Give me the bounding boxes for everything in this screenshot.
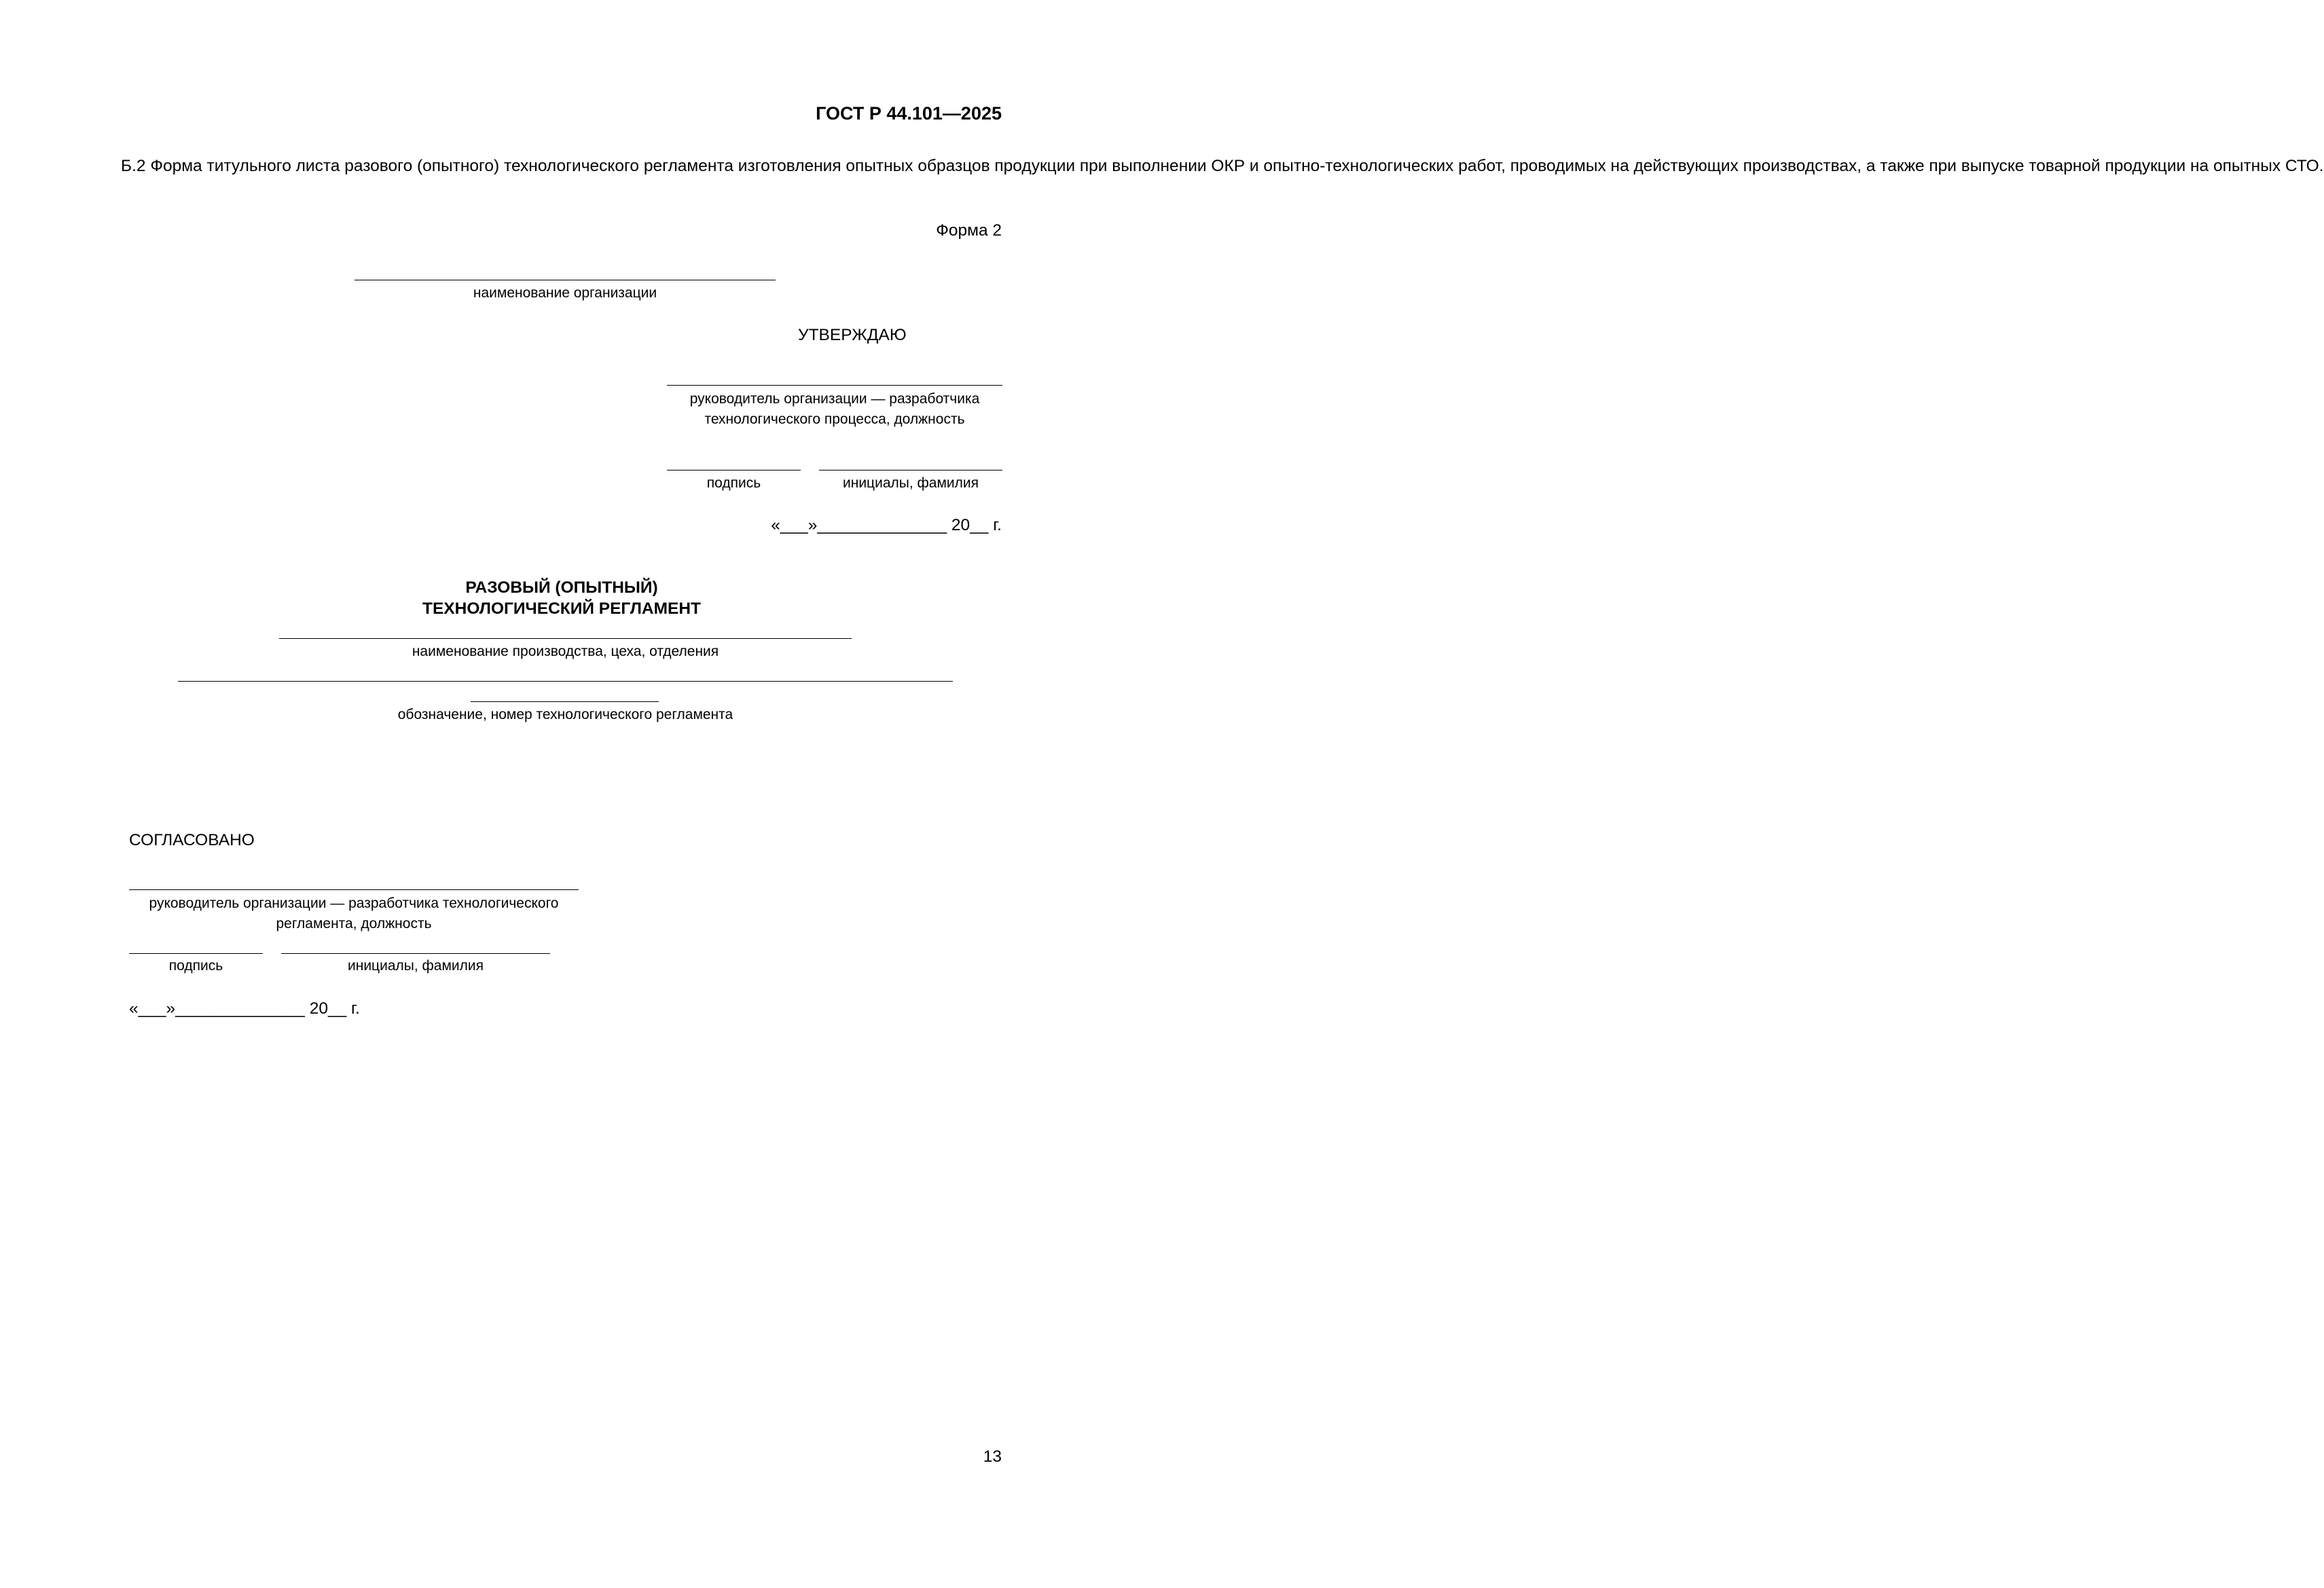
production-name-caption: наименование производства, цеха, отделения — [412, 644, 719, 659]
approval-signature-caption: подпись — [706, 475, 761, 491]
production-name-line — [279, 638, 852, 639]
agreement-position-caption-line2: регламента, должность — [276, 916, 432, 931]
approval-date: «___»______________ 20__ г. — [771, 516, 1002, 534]
organization-name-caption: наименование организации — [473, 285, 657, 301]
regulation-title-line1: РАЗОВЫЙ (ОПЫТНЫЙ) — [465, 578, 658, 597]
designation-line — [471, 701, 659, 702]
agreement-signature-line — [129, 953, 263, 954]
agreement-heading: СОГЛАСОВАНО — [129, 831, 255, 849]
document-standard-id: ГОСТ Р 44.101—2025 — [816, 103, 1002, 124]
page-number: 13 — [983, 1447, 1002, 1466]
regulation-title-line2: ТЕХНОЛОГИЧЕСКИЙ РЕГЛАМЕНТ — [422, 599, 702, 618]
agreement-signature-caption: подпись — [168, 958, 223, 974]
intro-paragraph: Б.2 Форма титульного листа разового (опытного) технологического регламента изготовления опытных образцов продукции при выполнении ОКР и опытно-технологических работ, проводимых на действующих производствах, а также при выпуске товарной продукции на опытных СТО. — [121, 157, 2324, 175]
agreement-name-line — [281, 953, 550, 954]
approval-heading: УТВЕРЖДАЮ — [798, 326, 907, 344]
form-label: Форма 2 — [936, 221, 1002, 240]
approval-position-caption-line2: технологического процесса, должность — [704, 411, 965, 427]
production-name-line-2 — [178, 681, 953, 682]
approval-name-caption: инициалы, фамилия — [843, 475, 979, 491]
agreement-position-line — [129, 889, 579, 890]
approval-position-caption-line1: руководитель организации — разработчика — [689, 391, 980, 407]
agreement-name-caption: инициалы, фамилия — [348, 958, 484, 974]
designation-caption: обозначение, номер технологического регламента — [397, 707, 733, 722]
approval-position-line — [667, 385, 1002, 386]
agreement-position-caption-line1: руководитель организации — разработчика технологического — [149, 895, 559, 911]
intro-section — [80, 155, 2324, 177]
agreement-date: «___»______________ 20__ г. — [129, 999, 360, 1018]
